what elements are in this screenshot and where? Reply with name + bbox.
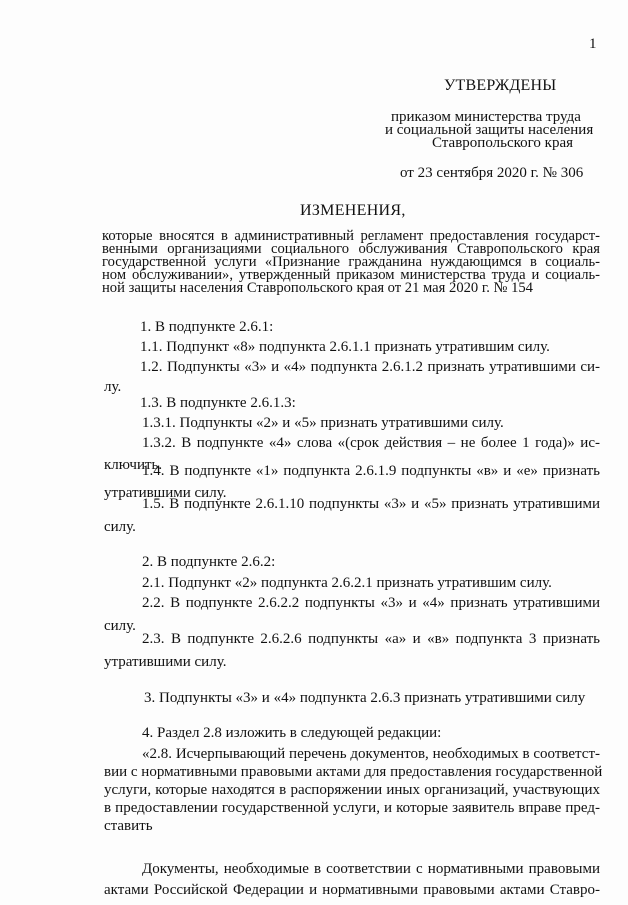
item-1: 1. В подпункте 2.6.1:: [140, 319, 274, 335]
item-2-3: [104, 630, 600, 671]
document-title: ИЗМЕНЕНИЯ,: [300, 202, 406, 219]
intro-line: венными организациями социального обслуживания Ставропольского края: [102, 240, 600, 257]
item-line: ставить: [104, 818, 153, 834]
item-3: 3. Подпункты «3» и «4» подпункта 2.6.3 признать утратившими силу: [144, 690, 586, 706]
intro-line: ном обслуживании», утвержденный приказом министерства труда и социаль-: [102, 266, 600, 283]
item-1-1: 1.1. Подпункт «8» подпункта 2.6.1.1 признать утратившим силу.: [140, 339, 550, 355]
item-line: утратившими силу.: [104, 485, 227, 501]
item-line: 1.5. В подпункте 2.6.1.10 подпункты «3» и «5» признать утратившими: [142, 496, 600, 512]
intro-line: государственной услуги «Признание гражданина нуждающимся в социаль-: [102, 253, 600, 270]
item-2-2: [104, 594, 600, 635]
item-line: силу.: [104, 618, 136, 634]
item-1-3-1: 1.3.1. Подпункты «2» и «5» признать утратившими силу.: [142, 415, 504, 431]
item-line: 2.2. В подпункте 2.6.2.2 подпункты «3» и «4» признать утратившими: [142, 595, 600, 611]
item-line: «2.8. Исчерпывающий перечень документов, необходимых в соответст-: [142, 746, 600, 762]
item-1-3: 1.3. В подпункте 2.6.1.3:: [140, 395, 296, 411]
item-4-documents: [104, 860, 600, 899]
item-4-text: [104, 745, 603, 835]
approval-date: от 23 сентября 2020 г. № 306: [400, 165, 584, 181]
item-line: вии с нормативными правовыми актами для предоставления государственной: [104, 764, 603, 780]
item-line: ключить.: [104, 457, 163, 473]
approval-title: УТВЕРЖДЕНЫ: [444, 77, 557, 94]
document-intro: [102, 230, 600, 295]
item-line: актами Российской Федерации и нормативными правовыми актами Ставро-: [104, 882, 600, 898]
item-4: 4. Раздел 2.8 изложить в следующей редакции:: [142, 725, 442, 741]
item-line: 1.2. Подпункты «3» и «4» подпункта 2.6.1.2 признать утратившими си-: [140, 359, 600, 375]
item-1-2: [104, 358, 600, 396]
item-line: услуги, которые находятся в распоряжении иных организаций, участвующих: [104, 782, 600, 798]
approval-line-2: и социальной защиты населения: [385, 122, 594, 138]
page-number: 1: [589, 36, 597, 52]
item-line: 1.4. В подпункте «1» подпункта 2.6.1.9 подпункты «в» и «е» признать: [142, 463, 600, 479]
item-line: 2.3. В подпункте 2.6.2.6 подпункты «а» и «в» подпункта 3 признать: [142, 631, 600, 647]
item-line: в предоставлении государственной услуги, и которые заявитель вправе пред-: [104, 800, 600, 816]
item-line: лу.: [104, 379, 122, 395]
intro-line: ной защиты населения Ставропольского края от 21 мая 2020 г. № 154: [102, 279, 533, 296]
item-line: силу.: [104, 519, 136, 535]
item-line: утратившими силу.: [104, 654, 227, 670]
intro-line: которые вносятся в административный регламент предоставления государст-: [102, 228, 600, 244]
item-line: 1.3.2. В подпункте «4» слова «(срок действия – не более 1 года)» ис-: [142, 435, 600, 451]
item-line: Документы, необходимые в соответствии с нормативными правовыми: [142, 861, 600, 877]
item-1-5: [104, 495, 600, 536]
approval-line-1: приказом министерства труда: [391, 109, 581, 125]
item-2: 2. В подпункте 2.6.2:: [142, 554, 276, 570]
item-2-1: 2.1. Подпункт «2» подпункта 2.6.2.1 признать утратившим силу.: [142, 575, 552, 591]
approval-line-3: Ставропольского края: [432, 135, 573, 151]
